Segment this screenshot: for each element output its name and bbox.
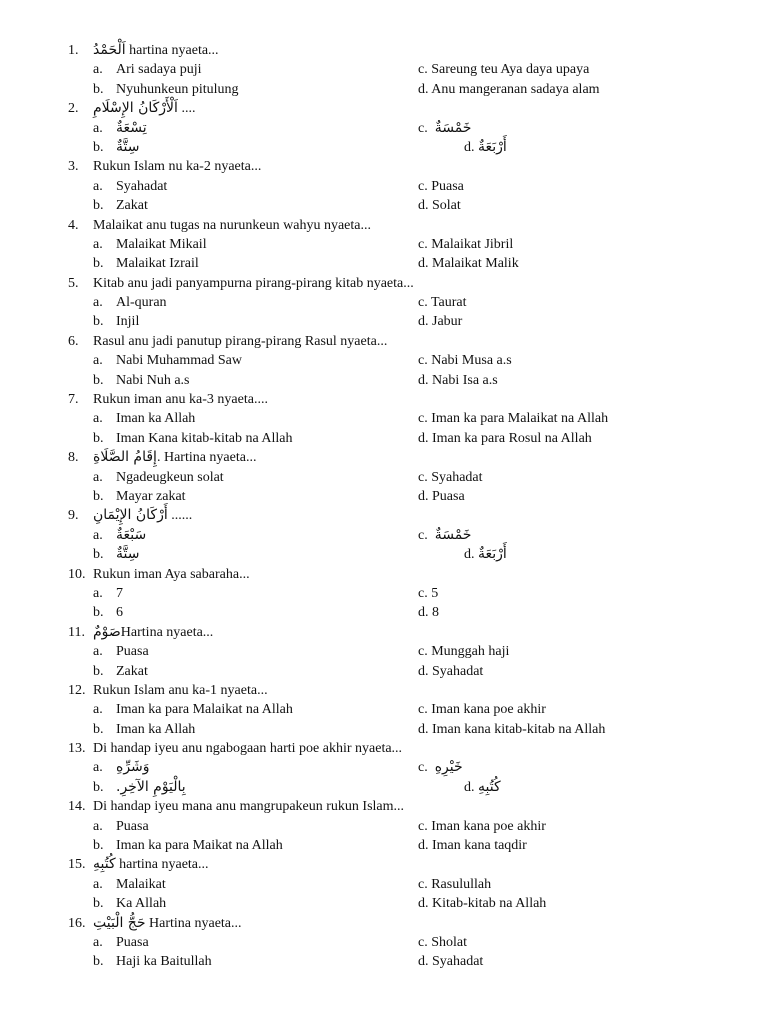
option-row (0, 642, 768, 661)
question-text (93, 448, 256, 467)
option-b-arabic: بِالْيَوْمِ الآخِرِ. (116, 778, 186, 795)
question-prompt: Hartina nyaeta... (145, 915, 242, 931)
option-a-text: Nabi Muhammad Saw (116, 353, 242, 369)
option-row (0, 778, 768, 797)
option-row (0, 138, 768, 157)
option-d-text: d. Jabur (418, 314, 463, 330)
option-letter: a. (93, 236, 103, 252)
option-b (93, 196, 148, 215)
question-line (0, 797, 768, 816)
option-c (418, 468, 483, 487)
option-a-arabic: سَبْعَةٌ (116, 526, 147, 543)
option-a-text: Iman ka Allah (116, 411, 196, 427)
question-number: 14. (68, 799, 86, 815)
option-letter: a. (93, 62, 103, 78)
option-c (418, 642, 509, 661)
option-letter: a. (93, 527, 103, 543)
question-prompt: Malaikat anu tugas na nurunkeun wahyu nyaeta... (93, 217, 371, 233)
question-text (93, 332, 387, 351)
option-d-arabic: أَرْبَعَةٌ (478, 138, 507, 155)
option-letter: a. (93, 934, 103, 950)
option-letter: b. (93, 896, 104, 912)
option-a-arabic: وَشَرِّهِ (116, 759, 150, 776)
option-d (418, 371, 498, 390)
option-c-text: c. Nabi Musa a.s (418, 353, 512, 369)
option-b (93, 429, 293, 448)
option-d-text: d. Malaikat Malik (418, 256, 519, 272)
option-d (418, 952, 483, 971)
option-letter: a. (93, 178, 103, 194)
question-arabic-term: اَلْأَرْكَانُ الإِسْلَامِ (93, 100, 178, 117)
option-a-text: Puasa (116, 934, 149, 950)
question-arabic-term: كُتُبِهِ (93, 856, 116, 873)
option-a-text: Syahadat (116, 178, 168, 194)
option-row (0, 409, 768, 428)
option-a (93, 700, 293, 719)
question-number: 1. (68, 43, 79, 58)
option-row (0, 952, 768, 971)
option-d (418, 487, 465, 506)
question-prompt: .... (177, 101, 196, 117)
option-letter: b. (93, 198, 104, 214)
option-row (0, 468, 768, 487)
option-a (93, 60, 202, 79)
option-c (418, 351, 512, 370)
option-c-text: c. Sareung teu Aya daya upaya (418, 62, 590, 78)
question-line (0, 390, 768, 409)
option-d-text: d. Anu mangeranan sadaya alam (418, 81, 600, 97)
question-prompt: Rukun Islam anu ka-1 nyaeta... (93, 682, 268, 698)
option-d-text: d. Iman ka para Rosul na Allah (418, 430, 592, 446)
question-text (93, 157, 261, 176)
option-a (93, 119, 147, 138)
question-prompt: Rukun iman Aya sabaraha... (93, 566, 250, 582)
option-row (0, 894, 768, 913)
option-b-text: Injil (116, 314, 140, 330)
option-c-arabic: خَمْسَةٌ (434, 119, 472, 136)
question-number: 6. (68, 333, 79, 349)
option-b (93, 254, 199, 273)
question-prompt: Di handap iyeu anu ngabogaan harti poe akhir nyaeta... (93, 741, 403, 757)
option-c (418, 60, 589, 79)
question-line (0, 216, 768, 235)
option-d (418, 429, 592, 448)
option-d-text: d. Solat (418, 198, 461, 214)
question-prompt: ...... (167, 508, 193, 524)
option-c (418, 700, 546, 719)
option-a (93, 758, 150, 777)
option-a (93, 526, 146, 545)
question-number: 2. (68, 101, 79, 117)
option-c (418, 584, 438, 603)
question-line (0, 274, 768, 293)
option-c (418, 758, 463, 777)
option-d-label: d. (464, 139, 475, 155)
option-letter: b. (93, 81, 104, 97)
question-line (0, 681, 768, 700)
question-text (93, 681, 268, 700)
question-prompt: Rukun Islam nu ka-2 nyaeta... (93, 159, 262, 175)
question-prompt: . Hartina nyaeta... (156, 450, 257, 466)
option-letter: a. (93, 818, 103, 834)
option-b (93, 662, 148, 681)
option-letter: a. (93, 702, 103, 718)
option-c-text: c. Munggah haji (418, 644, 510, 660)
option-a-text: Ari sadaya puji (116, 62, 202, 78)
option-row (0, 312, 768, 331)
option-a-text: Puasa (116, 818, 149, 834)
option-letter: a. (93, 120, 103, 136)
option-d (418, 894, 546, 913)
option-b (93, 80, 239, 99)
option-row (0, 526, 768, 545)
option-a-arabic: تِسْعَةٌ (116, 119, 147, 136)
question-text (93, 390, 268, 409)
option-d-text: d. Syahadat (418, 663, 484, 679)
option-d (418, 312, 462, 331)
question-text (93, 274, 414, 293)
option-letter: a. (93, 585, 103, 601)
option-c (418, 817, 546, 836)
option-d (418, 603, 439, 622)
option-row (0, 235, 768, 254)
option-letter: a. (93, 411, 103, 427)
option-c-text: c. Taurat (418, 295, 467, 311)
option-a-text: Ngadeugkeun solat (116, 469, 224, 485)
option-a (93, 177, 167, 196)
option-a-text: Malaikat Mikail (116, 236, 207, 252)
option-b (93, 952, 212, 971)
option-c (418, 293, 467, 312)
question-text (93, 739, 402, 758)
question-prompt: hartina nyaeta... (115, 857, 209, 873)
option-letter: b. (93, 779, 104, 795)
option-a (93, 584, 123, 603)
question-text (93, 855, 209, 874)
question-number: 16. (68, 915, 86, 931)
option-a-text: Malaikat (116, 876, 166, 892)
option-b-text: Nabi Nuh a.s (116, 372, 190, 388)
question-prompt: hartina nyaeta... (125, 43, 219, 58)
option-b-text: 6 (116, 605, 123, 621)
option-letter: b. (93, 256, 104, 272)
question-prompt: Rukun iman anu ka-3 nyaeta.... (93, 392, 268, 408)
option-row (0, 177, 768, 196)
option-b-text: Iman Kana kitab-kitab na Allah (116, 430, 293, 446)
question-prompt: Di handap iyeu mana anu mangrupakeun rukun Islam... (93, 799, 405, 815)
option-d-arabic: كُتُبِهِ (478, 778, 501, 795)
option-a (93, 642, 149, 661)
option-c-text: c. Sholat (418, 934, 467, 950)
question-number: 10. (68, 566, 86, 582)
option-row (0, 371, 768, 390)
option-b (93, 138, 139, 157)
option-d (464, 778, 501, 797)
question-text (93, 623, 213, 642)
option-d (418, 196, 461, 215)
option-row (0, 60, 768, 79)
option-a (93, 409, 195, 428)
option-letter: b. (93, 372, 104, 388)
question-line (0, 623, 768, 642)
question-arabic-term: حَجُّ الْبَيْتِ (93, 914, 146, 931)
option-a (93, 351, 242, 370)
option-c-label: c. (418, 527, 428, 543)
option-row (0, 836, 768, 855)
option-c-text: c. Puasa (418, 178, 464, 194)
option-a (93, 875, 166, 894)
option-letter: b. (93, 838, 104, 854)
option-row (0, 720, 768, 739)
option-row (0, 545, 768, 564)
option-c-text: c. Malaikat Jibril (418, 236, 514, 252)
option-letter: b. (93, 139, 104, 155)
option-letter: b. (93, 488, 104, 504)
option-c-arabic: خَيْرِهِ (434, 759, 463, 776)
option-letter: a. (93, 644, 103, 660)
option-d (418, 720, 605, 739)
question-text (93, 41, 219, 60)
option-d (418, 80, 600, 99)
option-c (418, 177, 464, 196)
question-text (93, 914, 242, 933)
option-c-label: c. (418, 120, 428, 136)
option-c-text: c. Iman kana poe akhir (418, 818, 546, 834)
option-b-text: Mayar zakat (116, 488, 186, 504)
option-row (0, 487, 768, 506)
option-row (0, 293, 768, 312)
option-c-text: c. Syahadat (418, 469, 483, 485)
option-b-arabic: سِتَّةٌ (116, 138, 140, 155)
question-number: 9. (68, 508, 79, 524)
option-c (418, 119, 471, 138)
option-d (418, 254, 519, 273)
option-row (0, 758, 768, 777)
option-row (0, 875, 768, 894)
option-a-text: 7 (116, 585, 123, 601)
option-a (93, 933, 149, 952)
option-c-label: c. (418, 760, 428, 776)
option-letter: b. (93, 547, 104, 563)
option-a-text: Puasa (116, 644, 149, 660)
option-row (0, 254, 768, 273)
option-c (418, 235, 513, 254)
option-d-text: d. Syahadat (418, 954, 484, 970)
option-row (0, 603, 768, 622)
question-prompt: Kitab anu jadi panyampurna pirang-pirang kitab nyaeta... (93, 275, 414, 291)
option-d-text: d. Iman kana kitab-kitab na Allah (418, 721, 606, 737)
question-line (0, 41, 768, 60)
option-b-text: Malaikat Izrail (116, 256, 199, 272)
option-b (93, 778, 186, 797)
option-a (93, 235, 207, 254)
option-letter: a. (93, 469, 103, 485)
question-text (93, 506, 192, 525)
option-c-text: c. Rasulullah (418, 876, 492, 892)
option-b-text: Zakat (116, 198, 148, 214)
question-text (93, 216, 371, 235)
option-d-arabic: أَرْبَعَةٌ (478, 546, 507, 563)
question-line (0, 448, 768, 467)
question-line (0, 99, 768, 118)
option-letter: a. (93, 760, 103, 776)
question-number: 4. (68, 217, 79, 233)
option-c-text: c. Iman ka para Malaikat na Allah (418, 411, 609, 427)
option-c (418, 526, 471, 545)
question-line (0, 506, 768, 525)
option-d-label: d. (464, 547, 475, 563)
option-b (93, 371, 190, 390)
option-d (464, 138, 507, 157)
question-arabic-term: اَلْحَمْدُ (93, 42, 126, 58)
option-b (93, 545, 139, 564)
option-a (93, 468, 224, 487)
option-letter: a. (93, 295, 103, 311)
option-c-text: c. Iman kana poe akhir (418, 702, 546, 718)
option-row (0, 351, 768, 370)
option-d (418, 836, 527, 855)
question-line (0, 914, 768, 933)
option-b (93, 312, 139, 331)
option-c (418, 875, 491, 894)
option-row (0, 80, 768, 99)
option-d-text: d. Puasa (418, 488, 465, 504)
question-number: 15. (68, 857, 86, 873)
option-d-text: d. Kitab-kitab na Allah (418, 896, 547, 912)
question-number: 12. (68, 682, 86, 698)
question-number: 5. (68, 275, 79, 291)
question-prompt: Hartina nyaeta... (120, 624, 214, 640)
question-line (0, 332, 768, 351)
question-number: 7. (68, 392, 79, 408)
question-text (93, 797, 404, 816)
option-row (0, 119, 768, 138)
question-line (0, 739, 768, 758)
question-text (93, 99, 195, 118)
option-b (93, 487, 186, 506)
question-text (93, 565, 250, 584)
option-d-text: d. 8 (418, 605, 439, 621)
option-row (0, 817, 768, 836)
option-d-text: d. Iman kana taqdir (418, 838, 527, 854)
question-number: 11. (68, 624, 85, 640)
question-number: 8. (68, 450, 79, 466)
option-b-text: Iman ka Allah (116, 721, 196, 737)
option-b (93, 720, 195, 739)
option-c-text: c. 5 (418, 585, 439, 601)
option-d (464, 545, 507, 564)
option-letter: b. (93, 663, 104, 679)
question-line (0, 855, 768, 874)
option-a-text: Al-quran (116, 295, 167, 311)
option-row (0, 700, 768, 719)
option-letter: b. (93, 314, 104, 330)
option-row (0, 196, 768, 215)
option-letter: b. (93, 721, 104, 737)
option-b (93, 603, 123, 622)
option-b-text: Iman ka para Maikat na Allah (116, 838, 283, 854)
option-letter: b. (93, 954, 104, 970)
option-b-text: Nyuhunkeun pitulung (116, 81, 239, 97)
option-b-text: Zakat (116, 663, 148, 679)
option-b-arabic: سِتَّةٌ (116, 546, 140, 563)
option-d-text: d. Nabi Isa a.s (418, 372, 498, 388)
option-d (418, 662, 483, 681)
option-a (93, 293, 167, 312)
option-row (0, 933, 768, 952)
option-letter: a. (93, 353, 103, 369)
option-a (93, 817, 149, 836)
question-arabic-term: إِقَامُ الصَّلَاةِ (93, 449, 157, 466)
question-line (0, 157, 768, 176)
option-letter: b. (93, 430, 104, 446)
option-b (93, 894, 166, 913)
option-row (0, 662, 768, 681)
question-arabic-term: صَوْمٌ (93, 623, 121, 640)
question-arabic-term: أَرْكَانُ الإِيْمَانِ (93, 507, 168, 524)
option-letter: a. (93, 876, 103, 892)
option-row (0, 429, 768, 448)
question-line (0, 565, 768, 584)
option-c (418, 409, 608, 428)
option-b (93, 836, 283, 855)
option-a-text: Iman ka para Malaikat na Allah (116, 702, 293, 718)
option-b-text: Ka Allah (116, 896, 167, 912)
option-c-arabic: خَمْسَةٌ (434, 526, 472, 543)
option-d-label: d. (464, 779, 475, 795)
question-prompt: Rasul anu jadi panutup pirang-pirang Rasul nyaeta... (93, 333, 388, 349)
option-c (418, 933, 467, 952)
option-b-text: Haji ka Baitullah (116, 954, 212, 970)
option-row (0, 584, 768, 603)
question-number: 3. (68, 159, 79, 175)
option-letter: b. (93, 605, 104, 621)
question-number: 13. (68, 741, 86, 757)
